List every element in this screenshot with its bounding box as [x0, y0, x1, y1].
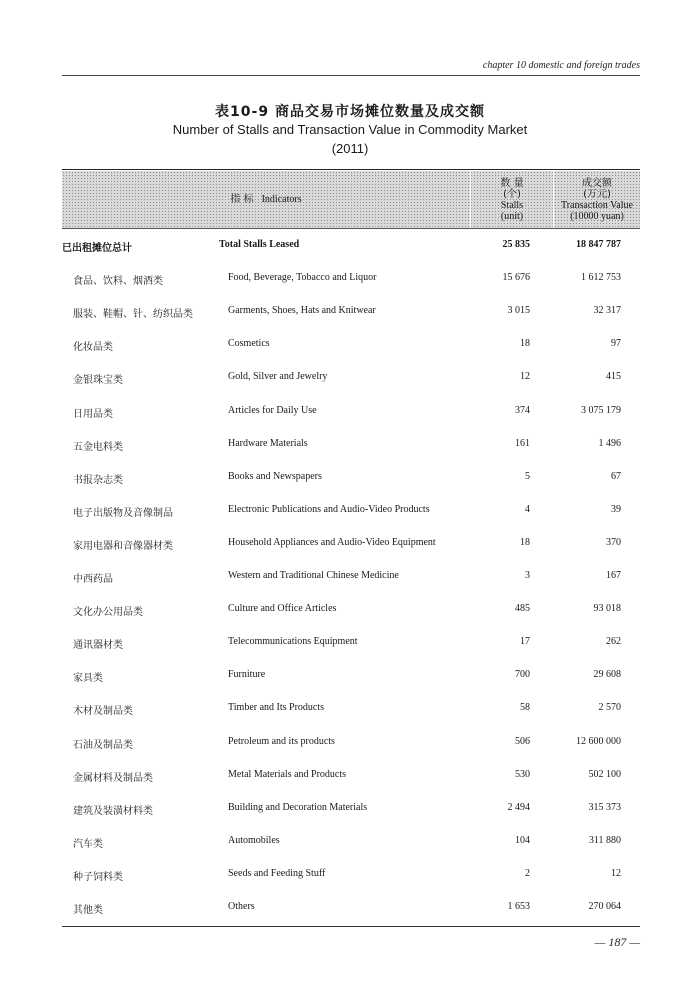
indicator-en: Electronic Publications and Audio-Video Products	[228, 504, 430, 515]
indicator-en: Total Stalls Leased	[219, 239, 300, 250]
indicator-zh: 种子饲料类	[73, 872, 123, 883]
table-row	[0, 338, 700, 354]
indicator-zh: 家具类	[73, 673, 103, 684]
indicator-zh: 建筑及装潢材料类	[73, 806, 153, 817]
indicator-zh: 食品、饮料、烟酒类	[73, 276, 163, 287]
stalls-value: 4	[525, 504, 530, 515]
transaction-value: 12 600 000	[576, 736, 621, 747]
indicator-en: Building and Decoration Materials	[228, 802, 368, 813]
indicator-zh: 石油及制品类	[73, 740, 133, 751]
indicator-zh: 日用品类	[73, 409, 113, 420]
indicator-zh: 电子出版物及音像制品	[73, 508, 173, 519]
stalls-header-unit-en: (unit)	[500, 210, 524, 222]
indicator-en: Books and Newspapers	[228, 471, 322, 482]
table-top-rule	[62, 169, 640, 170]
table-row	[0, 471, 700, 487]
stalls-value: 161	[515, 438, 530, 449]
table-row-total	[0, 239, 700, 255]
transaction-value: 18 847 787	[576, 239, 621, 250]
stalls-value: 374	[515, 405, 530, 416]
transaction-value: 93 018	[593, 603, 621, 614]
table-row	[0, 537, 700, 553]
transaction-value: 262	[606, 636, 621, 647]
transaction-value: 167	[606, 570, 621, 581]
stalls-value: 5	[525, 471, 530, 482]
stalls-value: 18	[520, 338, 530, 349]
running-head: chapter 10 domestic and foreign trades	[482, 60, 640, 71]
table-row	[0, 305, 700, 321]
table-row	[0, 736, 700, 752]
indicator-zh: 金属材料及制品类	[73, 773, 153, 784]
indicator-en: Furniture	[228, 669, 266, 680]
indicator-zh: 通讯器材类	[73, 640, 123, 651]
stalls-value: 25 835	[502, 239, 530, 250]
table-row	[0, 669, 700, 685]
stalls-value: 700	[515, 669, 530, 680]
indicator-en: Western and Traditional Chinese Medicine	[228, 570, 399, 581]
table-row	[0, 438, 700, 454]
stalls-value: 3	[525, 570, 530, 581]
transaction-value: 29 608	[593, 669, 621, 680]
stalls-header-en: Stalls	[500, 199, 524, 211]
transaction-value: 2 570	[598, 702, 621, 713]
stalls-value: 12	[520, 371, 530, 382]
transaction-value: 12	[611, 868, 621, 879]
indicator-zh: 木材及制品类	[73, 706, 133, 717]
table-row	[0, 835, 700, 851]
table-row	[0, 570, 700, 586]
transaction-value: 502 100	[588, 769, 621, 780]
indicator-en: Petroleum and its products	[228, 736, 335, 747]
indicator-zh: 已出租摊位总计	[62, 243, 132, 254]
stalls-value: 506	[515, 736, 530, 747]
indicator-en: Automobiles	[228, 835, 280, 846]
table-bottom-rule	[62, 926, 640, 927]
indicator-zh: 汽车类	[73, 839, 103, 850]
transaction-value: 1 496	[598, 438, 621, 449]
indicator-zh: 五金电料类	[73, 442, 123, 453]
transaction-value: 311 880	[588, 835, 621, 846]
stalls-value: 58	[520, 702, 530, 713]
indicator-zh: 书报杂志类	[73, 475, 123, 486]
transaction-value: 315 373	[588, 802, 621, 813]
table-row	[0, 868, 700, 884]
indicator-zh: 家用电器和音像器材类	[73, 541, 173, 552]
indicator-en: Garments, Shoes, Hats and Knitwear	[228, 305, 376, 316]
table-row	[0, 371, 700, 387]
table-row	[0, 769, 700, 785]
indicator-en: Metal Materials and Products	[228, 769, 347, 780]
stalls-value: 2 494	[507, 802, 530, 813]
value-header-zh: 成交额	[582, 177, 612, 189]
table-row	[0, 901, 700, 917]
value-header-unit-zh: (万元)	[583, 188, 611, 200]
transaction-value: 67	[611, 471, 621, 482]
indicator-zh: 其他类	[73, 905, 103, 916]
indicator-en: Articles for Daily Use	[228, 405, 317, 416]
stalls-value: 17	[520, 636, 530, 647]
stalls-value: 18	[520, 537, 530, 548]
stalls-value: 530	[515, 769, 530, 780]
indicator-zh: 中西药品	[73, 574, 113, 585]
stalls-value: 485	[515, 603, 530, 614]
indicator-en: Others	[228, 901, 255, 912]
table-title-year: (2011)	[331, 141, 369, 156]
stalls-header-zh: 数 量	[500, 177, 524, 189]
indicator-en: Telecommunications Equipment	[228, 636, 358, 647]
table-row	[0, 504, 700, 520]
transaction-value: 270 064	[588, 901, 621, 912]
table-row	[0, 636, 700, 652]
indicator-en: Seeds and Feeding Stuff	[228, 868, 326, 879]
stalls-header-unit-zh: (个)	[503, 188, 521, 200]
value-column-header	[554, 171, 640, 228]
header-bottom-rule	[62, 228, 640, 229]
transaction-value: 39	[611, 504, 621, 515]
transaction-value: 1 612 753	[581, 272, 621, 283]
value-header-unit-en: (10000 yuan)	[570, 210, 624, 222]
stalls-value: 104	[515, 835, 530, 846]
transaction-value: 32 317	[593, 305, 621, 316]
indicator-header-en: Indicators	[261, 194, 302, 205]
header-rule	[62, 75, 640, 76]
table-row	[0, 603, 700, 619]
indicator-header-zh: 指 标	[230, 194, 254, 205]
transaction-value: 97	[611, 338, 621, 349]
indicator-en: Timber and Its Products	[228, 702, 325, 713]
indicator-en: Food, Beverage, Tobacco and Liquor	[228, 272, 377, 283]
stalls-value: 1 653	[507, 901, 530, 912]
transaction-value: 3 075 179	[581, 405, 621, 416]
indicator-column-header	[62, 171, 470, 228]
indicator-en: Gold, Silver and Jewelry	[228, 371, 328, 382]
indicator-en: Culture and Office Articles	[228, 603, 337, 614]
table-title-zh: 表10-9 商品交易市场摊位数量及成交额	[215, 104, 485, 120]
page-number: — 187 —	[594, 935, 640, 949]
table-row	[0, 702, 700, 718]
stalls-value: 3 015	[507, 305, 530, 316]
indicator-zh: 文化办公用品类	[73, 607, 143, 618]
value-header-en: Transaction Value	[561, 199, 633, 211]
indicator-zh: 服装、鞋帽、针、纺织品类	[73, 309, 193, 320]
table-row	[0, 405, 700, 421]
table-row	[0, 802, 700, 818]
indicator-zh: 金银珠宝类	[73, 375, 123, 386]
table-row	[0, 272, 700, 288]
transaction-value: 370	[606, 537, 621, 548]
indicator-en: Cosmetics	[228, 338, 270, 349]
stalls-column-header	[471, 171, 553, 228]
indicator-en: Hardware Materials	[228, 438, 308, 449]
indicator-en: Household Appliances and Audio-Video Equipment	[228, 537, 436, 548]
indicator-zh: 化妆品类	[73, 342, 113, 353]
stalls-value: 15 676	[502, 272, 530, 283]
transaction-value: 415	[606, 371, 621, 382]
table-title-en: Number of Stalls and Transaction Value in Commodity Market	[172, 122, 528, 137]
stalls-value: 2	[525, 868, 530, 879]
